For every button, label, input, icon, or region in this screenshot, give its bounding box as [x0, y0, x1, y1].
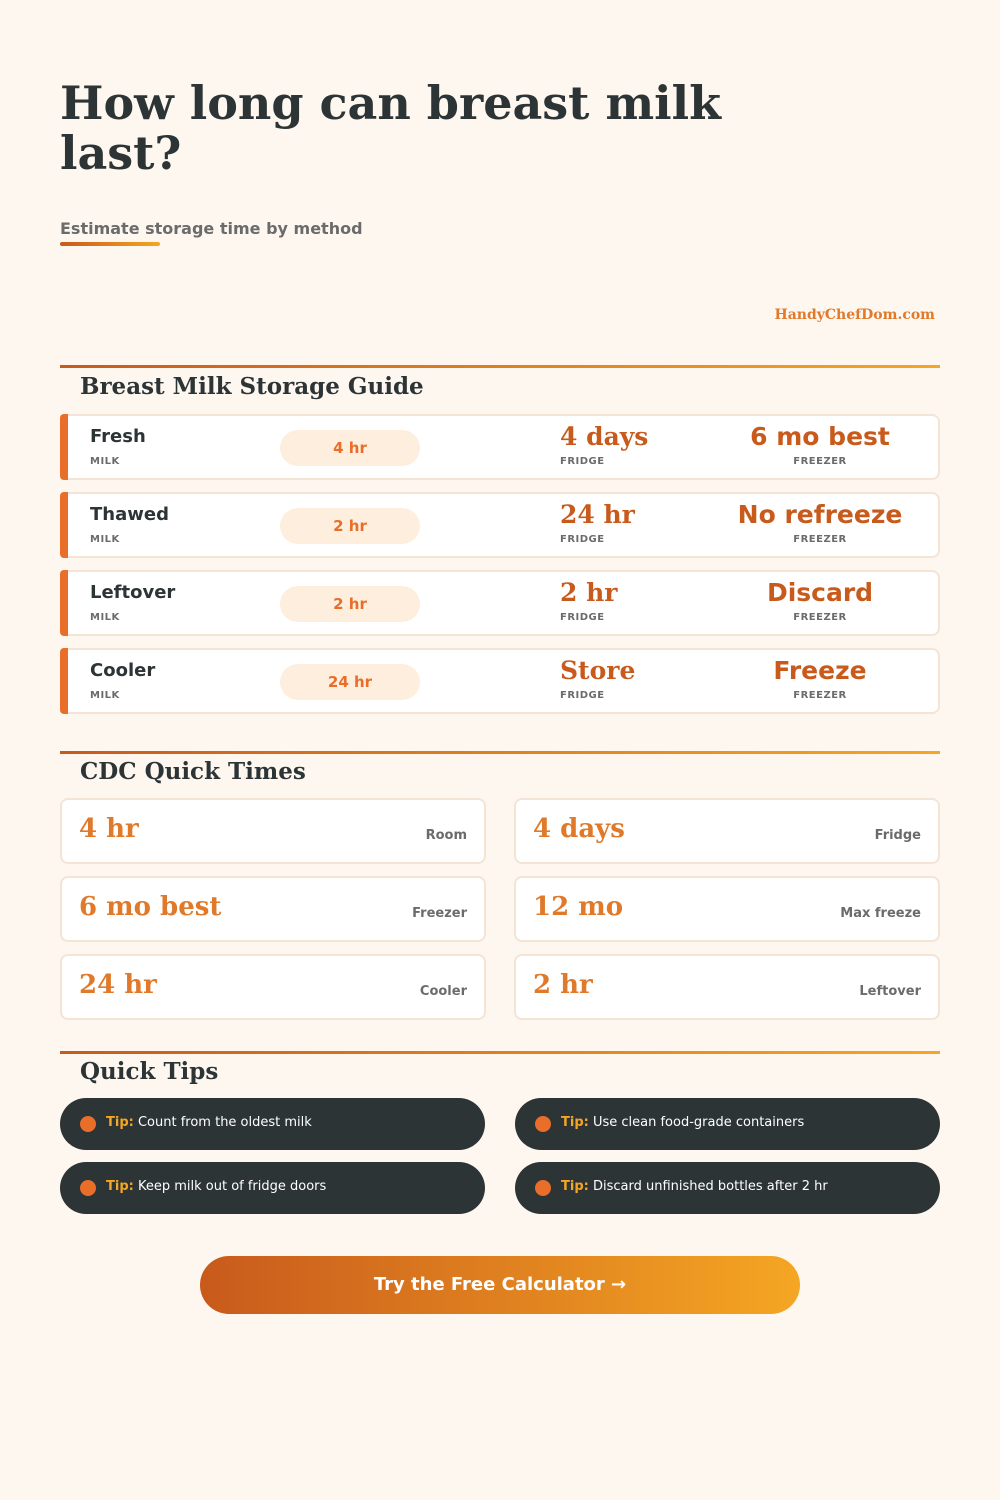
section-divider	[60, 751, 940, 754]
quick-time-card-fridge	[514, 798, 940, 864]
tip-body: Count from the oldest milk	[137, 1115, 312, 1130]
try-calculator-button[interactable]: Try the Free Calculator →	[200, 1256, 800, 1314]
milk-type-label: MILK	[90, 534, 120, 545]
brand-name[interactable]: HandyChefDom.com	[774, 307, 935, 323]
guide-row-cooler	[60, 648, 940, 714]
freezer-time: No refreeze	[737, 500, 903, 529]
guide-row-leftover	[60, 570, 940, 636]
quick-times-section-title: CDC Quick Times	[80, 758, 306, 785]
orange-dot-icon	[535, 1116, 551, 1132]
fridge-label: FRIDGE	[560, 690, 605, 701]
quick-time-value: 2 hr	[533, 970, 593, 1000]
tip-text	[106, 1115, 312, 1130]
freezer-time: 6 mo best	[750, 422, 890, 451]
tip-pill	[60, 1162, 485, 1214]
fridge-time: Store	[560, 656, 636, 685]
tip-text	[561, 1115, 804, 1130]
tip-text	[106, 1179, 326, 1194]
fridge-label: FRIDGE	[560, 612, 605, 623]
quick-time-value: 6 mo best	[79, 892, 222, 922]
fridge-label: FRIDGE	[560, 534, 605, 545]
quick-time-label: Freezer	[412, 906, 467, 921]
milk-type-name: Thawed	[90, 504, 169, 525]
row-accent-bar	[60, 648, 68, 714]
guide-row-thawed	[60, 492, 940, 558]
quick-time-label: Room	[425, 828, 467, 843]
tip-body: Discard unfinished bottles after 2 hr	[592, 1179, 828, 1194]
fridge-time: 4 days	[560, 422, 649, 451]
tip-text	[561, 1179, 828, 1194]
milk-type-name: Cooler	[90, 660, 156, 681]
quick-time-label: Fridge	[874, 828, 921, 843]
quick-time-label: Max freeze	[840, 906, 921, 921]
quick-time-card-max-freeze	[514, 876, 940, 942]
row-accent-bar	[60, 414, 68, 480]
guide-row-fresh	[60, 414, 940, 480]
section-divider	[60, 1051, 940, 1054]
milk-type-label: MILK	[90, 456, 120, 467]
milk-type-label: MILK	[90, 612, 120, 623]
tip-body: Keep milk out of fridge doors	[137, 1179, 327, 1194]
quick-time-value: 24 hr	[79, 970, 157, 1000]
room-time-badge: 2 hr	[280, 586, 420, 622]
orange-dot-icon	[535, 1180, 551, 1196]
tip-label: Tip:	[561, 1115, 589, 1130]
row-accent-bar	[60, 492, 68, 558]
quick-time-value: 4 days	[533, 814, 625, 844]
page-subtitle: Estimate storage time by method	[60, 219, 363, 238]
freezer-label: FREEZER	[793, 690, 847, 701]
tip-pill	[60, 1098, 485, 1150]
freezer-label: FREEZER	[793, 456, 847, 467]
milk-type-name: Leftover	[90, 582, 176, 603]
fridge-time: 24 hr	[560, 500, 635, 529]
quick-time-label: Cooler	[419, 984, 467, 999]
tips-section-title: Quick Tips	[80, 1058, 219, 1085]
freezer-label: FREEZER	[793, 534, 847, 545]
quick-time-card-room	[60, 798, 486, 864]
page-title: How long can breast milk last?	[60, 76, 721, 180]
tip-label: Tip:	[106, 1115, 134, 1130]
room-time-badge: 4 hr	[280, 430, 420, 466]
milk-type-label: MILK	[90, 690, 120, 701]
room-time-badge: 24 hr	[280, 664, 420, 700]
tip-label: Tip:	[561, 1179, 589, 1194]
tip-pill	[515, 1162, 940, 1214]
quick-time-card-leftover	[514, 954, 940, 1020]
quick-time-label: Leftover	[859, 984, 921, 999]
fridge-time: 2 hr	[560, 578, 618, 607]
freezer-label: FREEZER	[793, 612, 847, 623]
tip-body: Use clean food-grade containers	[592, 1115, 805, 1130]
freezer-time: Discard	[766, 578, 874, 607]
quick-time-card-freezer	[60, 876, 486, 942]
tip-pill	[515, 1098, 940, 1150]
subtitle-underline	[60, 242, 160, 246]
tip-label: Tip:	[106, 1179, 134, 1194]
section-divider	[60, 365, 940, 368]
freezer-time: Freeze	[773, 656, 867, 685]
quick-time-card-cooler	[60, 954, 486, 1020]
milk-type-name: Fresh	[90, 426, 146, 447]
room-time-badge: 2 hr	[280, 508, 420, 544]
row-accent-bar	[60, 570, 68, 636]
fridge-label: FRIDGE	[560, 456, 605, 467]
orange-dot-icon	[80, 1180, 96, 1196]
quick-time-value: 4 hr	[79, 814, 139, 844]
quick-time-value: 12 mo	[533, 892, 624, 922]
orange-dot-icon	[80, 1116, 96, 1132]
guide-section-title: Breast Milk Storage Guide	[80, 373, 424, 400]
